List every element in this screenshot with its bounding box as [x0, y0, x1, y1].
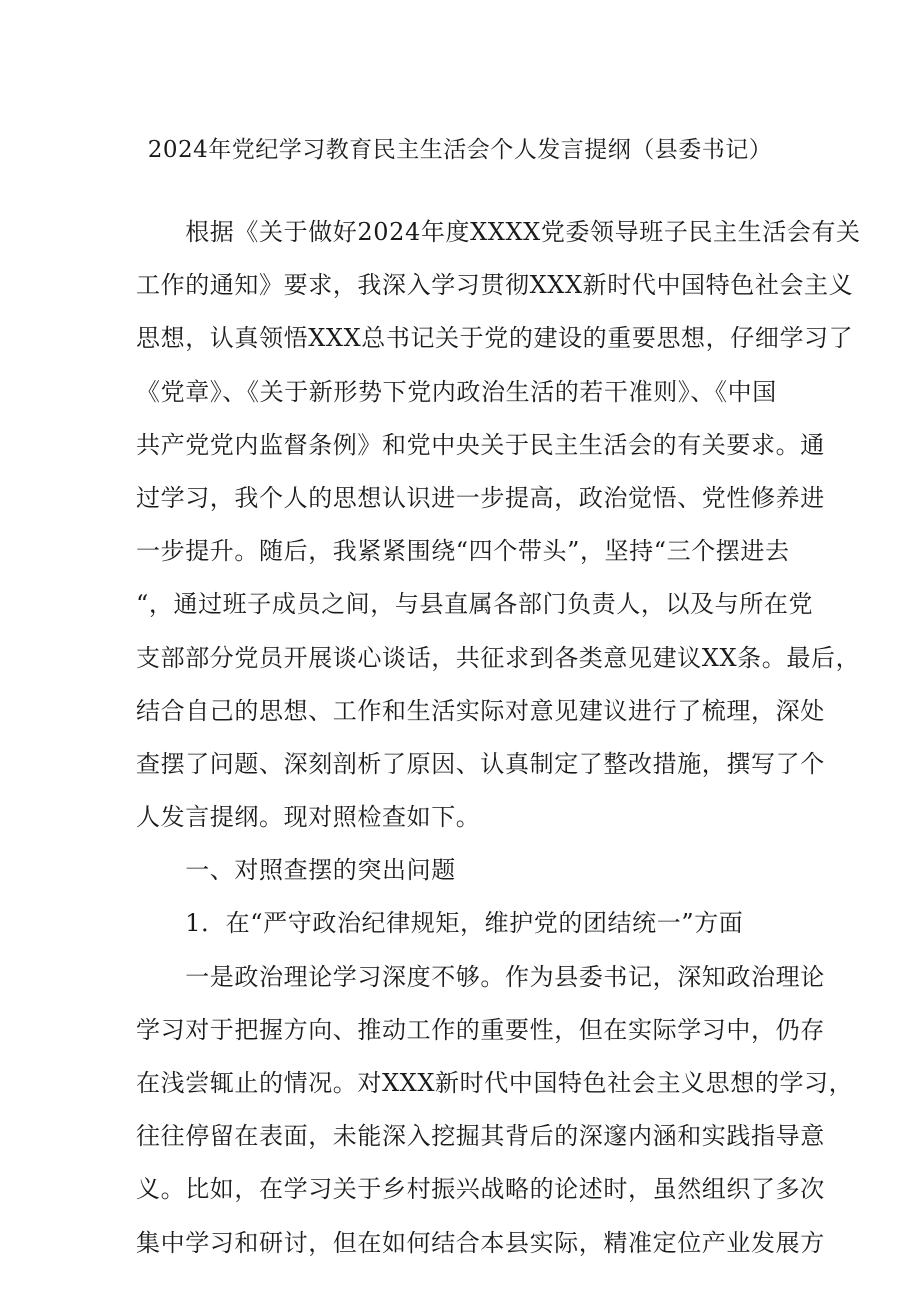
body-line: 集中学习和研讨，但在如何结合本县实际，精准定位产业发展方 [136, 1228, 825, 1257]
body-line: 根据《关于做好2024年度XXXX党委领导班子民主生活会有关 [136, 218, 861, 246]
body-line: 在浅尝辄止的情况。对XXX新时代中国特色社会主义思想的学习， [136, 1069, 854, 1097]
body-line: 共产党党内监督条例》和党中央关于民主生活会的有关要求。通 [136, 430, 825, 459]
body-line: 义。比如，在学习关于乡村振兴战略的论述时，虽然组织了多次 [136, 1175, 825, 1204]
document-body [136, 206, 861, 1270]
body-line: “，通过班子成员之间，与县直属各部门负责人，以及与所在党 [136, 590, 814, 619]
body-line: 人发言提纲。现对照检查如下。 [136, 803, 481, 832]
body-line: 一是政治理论学习深度不够。作为县委书记，深知政治理论 [136, 962, 825, 991]
body-line: 学习对于把握方向、推动工作的重要性，但在实际学习中，仍存 [136, 1015, 825, 1044]
section-heading: 一、对照查摆的突出问题 [136, 856, 456, 885]
body-line: 工作的通知》要求，我深入学习贯彻XXX新时代中国特色社会主义 [136, 271, 854, 300]
subsection-heading: 1．在“严守政治纪律规矩，维护党的团结统一”方面 [136, 909, 744, 938]
body-line: 支部部分党员开展谈心谈话，共征求到各类意见建议XX条。最后， [136, 643, 861, 672]
body-line: 一步提升。随后，我紧紧围绕“四个带头”，坚持“三个摆进去 [136, 537, 790, 566]
body-line: 过学习，我个人的思想认识进一步提高，政治觉悟、党性修养进 [136, 483, 825, 512]
body-line: 结合自己的思想、工作和生活实际对意见建议进行了梳理，深处 [136, 696, 825, 725]
body-line: 查摆了问题、深刻剖析了原因、认真制定了整改措施，撰写了个 [136, 749, 825, 778]
document-title: 2024年党纪学习教育民主生活会个人发言提纲（县委书记） [147, 137, 773, 163]
body-line: 《党章》、《关于新形势下党内政治生活的若干准则》、《中国 [136, 377, 777, 406]
body-line: 思想，认真领悟XXX总书记关于党的建设的重要思想，仔细学习了 [136, 324, 854, 353]
body-line: 往往停留在表面，未能深入挖掘其背后的深邃内涵和实践指导意 [136, 1122, 825, 1151]
